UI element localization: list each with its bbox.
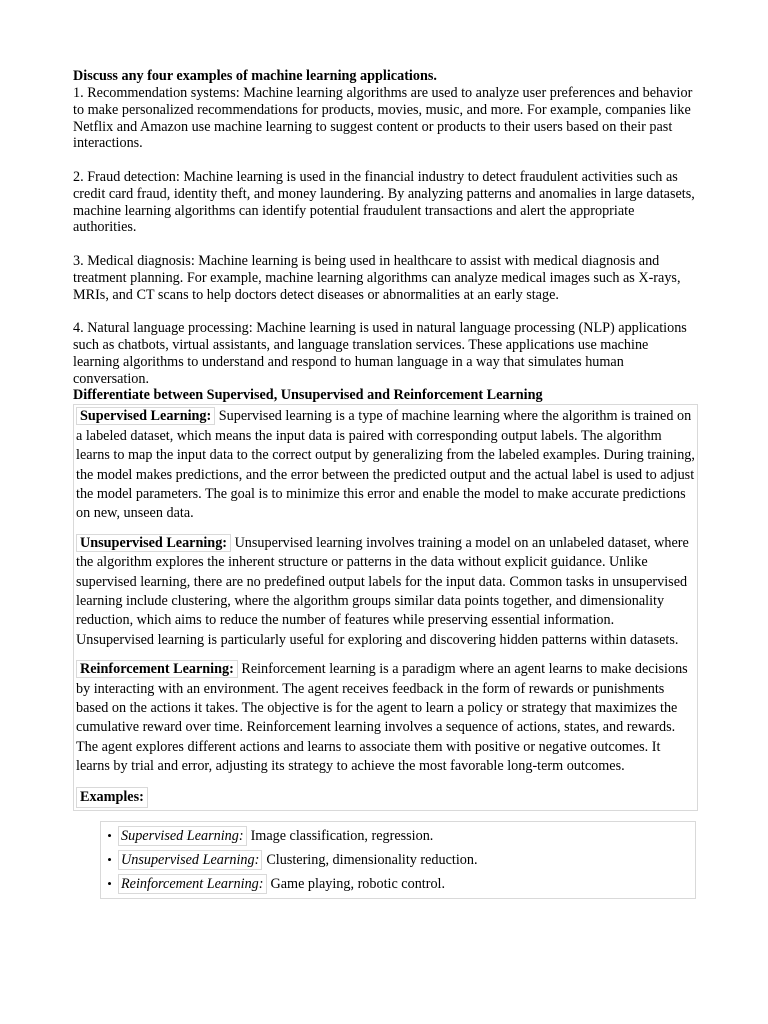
definition-text-unsupervised: Unsupervised learning involves training a model on an unlabeled dataset, where the algorithm explores the inherent structure or patterns in the data without explicit guidance. Unlike supervised learning, there are no predefined output labels for the input data. Common tasks in unsupervised learning include clustering, where the algorithm groups similar data points together, and dimensionality reduction, which aims to reduce the number of features while preserving essential information. Unsupervised learning is particularly useful for exploring and discovering hidden patterns within datasets.: [76, 534, 689, 648]
example-text-supervised: Image classification, regression.: [250, 827, 434, 844]
example-text-reinforcement: Game playing, robotic control.: [270, 875, 446, 892]
term-reinforcement: Reinforcement Learning:: [76, 660, 238, 678]
question-1-title: Discuss any four examples of machine learning applications.: [73, 68, 437, 84]
application-item-3: 3. Medical diagnosis: Machine learning is being used in healthcare to assist with medical diagnosis and treatment planning. For example, machine learning algorithms can analyze medical images such as X-rays, MRIs, and CT scans to help doctors detect diseases or abnormalities at an early stage.: [73, 252, 681, 303]
application-item-4: 4. Natural language processing: Machine learning is used in natural language processing (NLP) applications such as chatbots, virtual assistants, and language translation services. These applications use machine learning algorithms to understand and respond to human language in a way that simulates human conversation.: [73, 320, 687, 387]
definition-unsupervised: [76, 534, 695, 650]
term-unsupervised: Unsupervised Learning:: [76, 534, 231, 552]
definition-reinforcement: [76, 660, 695, 776]
definition-text-supervised: Supervised learning is a type of machine learning where the algorithm is trained on a labeled dataset, which means the input data is paired with corresponding output labels. The algorithm learns to map the input data to the correct output by generalizing from the labeled examples. During training, the model makes predictions, and the error between the predicted output and the actual label is used to adjust the model parameters. The goal is to minimize this error and enable the model to make accurate predictions on new, unseen data.: [76, 408, 695, 522]
example-term-reinforcement: Reinforcement Learning:: [118, 874, 267, 894]
term-supervised: Supervised Learning:: [76, 407, 215, 425]
bullet-icon: •: [107, 827, 112, 843]
application-item-1: 1. Recommendation systems: Machine learning algorithms are used to analyze user preferences and behavior to make personalized recommendations for products, movies, music, and more. For example, companies like Netflix and Amazon use machine learning to suggest content or products to their users based on their past interactions.: [73, 85, 693, 152]
examples-label: Examples:: [76, 787, 148, 808]
list-item: [101, 848, 695, 872]
application-item-2: 2. Fraud detection: Machine learning is used in the financial industry to detect fraudulent activities such as credit card fraud, identity theft, and money laundering. By analyzing patterns and anomalies in large datasets, machine learning algorithms can identify potential fraudulent transactions and alert the appropriate authorities.: [73, 168, 695, 236]
example-term-supervised: Supervised Learning:: [118, 826, 247, 846]
example-text-unsupervised: Clustering, dimensionality reduction.: [266, 851, 478, 868]
examples-list: [100, 821, 696, 899]
question-2-title: Differentiate between Supervised, Unsupervised and Reinforcement Learning: [73, 387, 543, 404]
document-page: [73, 68, 697, 899]
paragraph-gap: [73, 303, 697, 320]
paragraph-gap: [73, 236, 697, 253]
definitions-box: [73, 404, 698, 810]
list-item: [101, 872, 695, 896]
example-term-unsupervised: Unsupervised Learning:: [118, 850, 262, 870]
paragraph-gap: [73, 152, 697, 169]
definition-supervised: [76, 407, 695, 523]
bullet-icon: •: [107, 851, 112, 867]
definition-text-reinforcement: Reinforcement learning is a paradigm where an agent learns to make decisions by interacting with an environment. The agent receives feedback in the form of rewards or punishments based on the actions it takes. The objective is for the agent to learn a policy or strategy that maximizes the cumulative reward over time. Reinforcement learning involves a sequence of actions, states, and rewards. The agent explores different actions and learns to associate them with positive or negative outcomes. It learns by trial and error, adjusting its strategy to achieve the most favorable long-term outcomes.: [76, 661, 688, 775]
bullet-icon: •: [107, 875, 112, 891]
list-item: [101, 824, 695, 848]
